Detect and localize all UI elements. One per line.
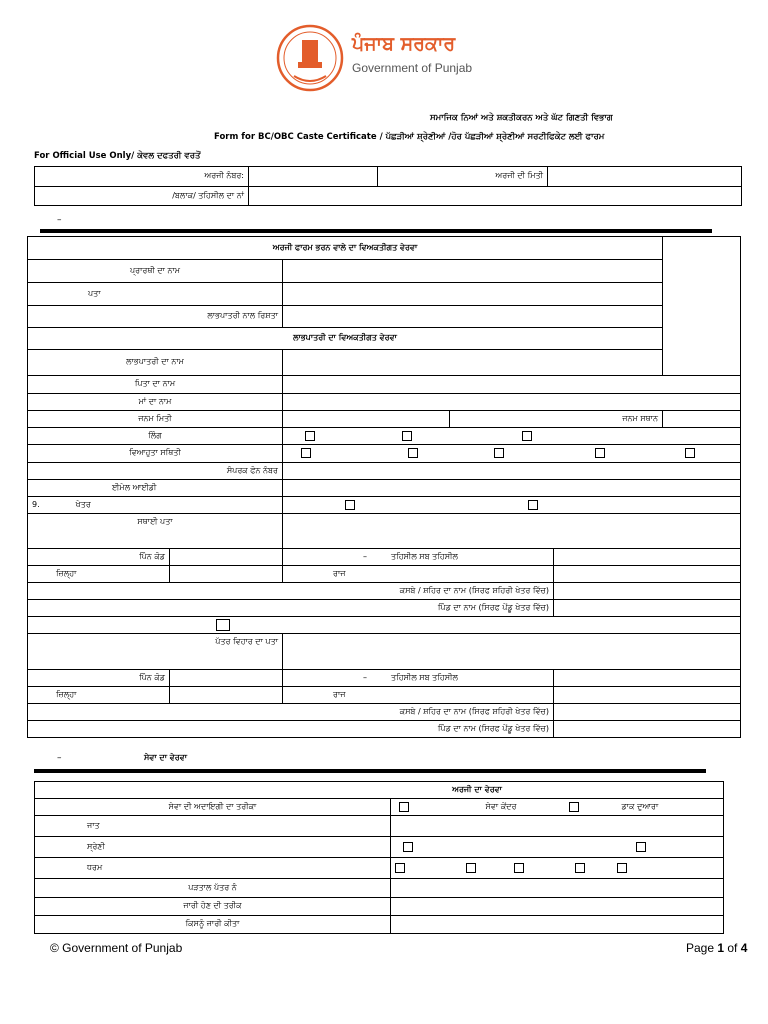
marital-checkbox-4[interactable] [595,448,605,458]
religion-options [391,858,724,879]
pin-code-field[interactable] [170,549,283,566]
correspondence-address-field[interactable] [283,634,741,670]
village-field[interactable] [554,600,741,617]
caste-field[interactable] [391,816,724,837]
mother-name-field[interactable] [283,394,741,411]
corr-tehsil-field[interactable] [554,670,741,687]
page-number: 1 [717,941,725,955]
category-label: ਸ੍ਰੇਣੀ [35,837,391,858]
delivery-method-options [391,799,724,816]
caste-label: ਜਾਤ [35,816,391,837]
page-total: 4 [740,941,748,955]
marital-status-label: ਵਿਆਹੁਤਾ ਸਥਿਤੀ [28,445,283,463]
same-address-checkbox[interactable] [216,619,230,631]
official-use-table [34,166,742,206]
marital-checkbox-2[interactable] [408,448,418,458]
applicant-name-label: ਪ੍ਰਾਰਥੀ ਦਾ ਨਾਮ [28,260,283,283]
religion-checkbox-2[interactable] [466,863,476,873]
marital-checkbox-3[interactable] [494,448,504,458]
block-tehsil-field[interactable] [249,187,742,206]
religion-label: ਧਰਮ [35,858,391,879]
marital-options [283,445,741,463]
state-field[interactable] [554,566,741,583]
beneficiary-section-heading: ਲਾਭਪਾਤਰੀ ਦਾ ਵਿਅਕਤੀਗਤ ਵੇਰਵਾ [28,328,663,350]
area-text: ਖੇਤਰ [75,499,91,509]
official-use-label: For Official Use Only/ ਕੇਵਲ ਦਫਤਰੀ ਵਰਤੋਂ [34,151,201,161]
department-name: ਸਮਾਜਿਕ ਨਿਆਂ ਅਤੇ ਸ਼ਕਤੀਕਰਨ ਅਤੇ ਘੱਟ ਗਿਣਤੀ ਵਿਭਾਗ [430,113,613,123]
verification-number-field[interactable] [391,879,724,898]
correspondence-address-label: ਪੱਤਰ ਵਿਹਾਰ ਦਾ ਪਤਾ [28,634,283,670]
relation-label: ਲਾਭਪਾਤਰੀ ਨਾਲ ਰਿਸ਼ਤਾ [28,306,283,328]
corr-state-field[interactable] [554,687,741,704]
district-label: ਜ਼ਿਲ੍ਹਾ [28,566,170,583]
same-as-permanent-row [28,617,741,634]
service-center-checkbox[interactable] [399,802,409,812]
application-number-field[interactable] [249,167,378,187]
section-marker: – [57,215,62,225]
corr-village-field[interactable] [554,721,741,738]
district-field[interactable] [170,566,283,583]
corr-pin-code-label: ਪਿੰਨ ਕੋਡ [28,670,170,687]
gender-checkbox-3[interactable] [522,431,532,441]
tehsil-field[interactable] [554,549,741,566]
area-label [28,497,283,514]
applicant-name-field[interactable] [283,260,663,283]
verification-number-label: ਪੜਤਾਲ ਪੱਤਰ ਨੰ [35,879,391,898]
father-name-field[interactable] [283,376,741,394]
permanent-address-field[interactable] [283,514,741,549]
town-field[interactable] [554,583,741,600]
service-table [34,781,724,934]
corr-tehsil-dash: – [363,672,367,682]
dob-label: ਜਨਮ ਮਿਤੀ [28,411,283,428]
application-date-field[interactable] [548,167,742,187]
page-of: of [724,941,741,955]
corr-pin-code-field[interactable] [170,670,283,687]
photo-box [663,237,741,376]
service-section-title: ਸੇਵਾ ਦਾ ਵੇਰਵਾ [144,753,188,762]
birthplace-label: ਜਨਮ ਸਥਾਨ [450,411,663,428]
religion-checkbox-5[interactable] [617,863,627,873]
father-name-label: ਪਿਤਾ ਦਾ ਨਾਮ [28,376,283,394]
tehsil-text: ਤਹਿਸੀਲ ਸਬ ਤਹਿਸੀਲ [391,551,458,561]
gender-checkbox-2[interactable] [402,431,412,441]
applicant-section-heading: ਅਰਜੀ ਫਾਰਮ ਭਰਨ ਵਾਲੇ ਦਾ ਵਿਅਕਤੀਗਤ ਵੇਰਵਾ [28,237,663,260]
category-checkbox-1[interactable] [403,842,413,852]
town-label: ਕਸਬੇ / ਸ਼ਹਿਰ ਦਾ ਨਾਮ (ਸਿਰਫ ਸ਼ਹਿਰੀ ਖੇਤਰ ਵਿੱਚ) [28,583,554,600]
tehsil-dash: – [363,551,367,561]
page-indicator [686,941,747,955]
email-field[interactable] [283,480,741,497]
corr-state-label: ਰਾਜ [283,687,554,704]
category-checkbox-2[interactable] [636,842,646,852]
religion-checkbox-4[interactable] [575,863,585,873]
issue-date-field[interactable] [391,898,724,916]
page-prefix: Page [686,941,718,955]
gender-label: ਲਿੰਗ [28,428,283,445]
tehsil-label [283,549,554,566]
personal-details-table [27,236,741,738]
service-divider [34,769,706,773]
gender-checkbox-1[interactable] [305,431,315,441]
form-title: Form for BC/OBC Caste Certificate / ਪੱਛੜੀਆਂ ਸ਼੍ਰੇਣੀਆਂ /ਹੋਰ ਪੱਛੜੀਆਂ ਸ਼੍ਰੇਣੀਆਂ ਸਰਟੀਫਿਕੇਟ ਲਈ ਫਾਰਮ [214,132,605,142]
punjab-government-logo [276,18,344,98]
gender-options [283,428,741,445]
corr-town-field[interactable] [554,704,741,721]
application-date-label: ਅਰਜੀ ਦੀ ਮਿਤੀ [378,167,548,187]
block-tehsil-label: /ਬਲਾਕ/ ਤਹਿਸੀਲ ਦਾ ਨਾਂ [35,187,249,206]
footer-copyright: © Government of Punjab [50,941,183,955]
birthplace-field[interactable] [663,411,741,428]
category-options [391,837,724,858]
village-label: ਪਿੰਡ ਦਾ ਨਾਮ (ਸਿਰਫ ਪੇਂਡੂ ਖੇਤਰ ਵਿੱਚ) [28,600,554,617]
section-divider [40,229,712,233]
corr-tehsil-text: ਤਹਿਸੀਲ ਸਬ ਤਹਿਸੀਲ [391,672,458,682]
application-details-heading: ਅਰਜੀ ਦਾ ਵੇਰਵਾ [35,782,724,799]
phone-label: ਸੰਪਰਕ ਫੋਨ ਨੰਬਰ [28,463,283,480]
relation-field[interactable] [283,306,663,328]
service-center-label: ਸੇਵਾ ਕੇਂਦਰ [485,802,517,812]
pin-code-label: ਪਿੰਨ ਕੋਡ [28,549,170,566]
issued-to-label: ਕਿਸਨੂੰ ਜਾਰੀ ਕੀਤਾ [35,916,391,934]
area-checkbox-urban[interactable] [345,500,355,510]
issued-to-field[interactable] [391,916,724,934]
corr-village-label: ਪਿੰਡ ਦਾ ਨਾਮ (ਸਿਰਫ ਪੇਂਡੂ ਖੇਤਰ ਵਿੱਚ) [28,721,554,738]
area-options [283,497,741,514]
brand-punjabi: ਪੰਜਾਬ ਸਰਕਾਰ [352,33,456,55]
applicant-address-label: ਪਤਾ [28,283,283,306]
email-label: ਈਮੇਲ ਆਈਡੀ [28,480,283,497]
corr-district-label: ਜ਼ਿਲ੍ਹਾ [28,687,170,704]
brand-english: Government of Punjab [352,61,473,75]
permanent-address-label: ਸਥਾਈ ਪਤਾ [28,514,283,549]
phone-field[interactable] [283,463,741,480]
corr-town-label: ਕਸਬੇ / ਸ਼ਹਿਰ ਦਾ ਨਾਮ (ਸਿਰਫ ਸ਼ਹਿਰੀ ਖੇਤਰ ਵਿੱਚ) [28,704,554,721]
application-number-label: ਅਰਜੀ ਨੰਬਰ: [35,167,249,187]
dob-field[interactable] [283,411,450,428]
marital-checkbox-5[interactable] [685,448,695,458]
state-label: ਰਾਜ [283,566,554,583]
religion-checkbox-1[interactable] [395,863,405,873]
corr-district-field[interactable] [170,687,283,704]
service-section-marker: – [57,753,62,763]
beneficiary-name-label: ਲਾਭਪਾਤਰੀ ਦਾ ਨਾਮ [28,350,283,376]
by-post-checkbox[interactable] [569,802,579,812]
corr-tehsil-label [283,670,554,687]
applicant-address-field[interactable] [283,283,663,306]
area-checkbox-rural[interactable] [528,500,538,510]
area-number: 9. [32,499,40,509]
marital-checkbox-1[interactable] [301,448,311,458]
beneficiary-name-field[interactable] [283,350,663,376]
by-post-label: ਡਾਕ ਦੁਆਰਾ [621,802,659,812]
issue-date-label: ਜਾਰੀ ਹੋਣ ਦੀ ਤਰੀਕ [35,898,391,916]
religion-checkbox-3[interactable] [514,863,524,873]
mother-name-label: ਮਾਂ ਦਾ ਨਾਮ [28,394,283,411]
delivery-method-label: ਸੇਵਾ ਦੀ ਅਦਾਇਗੀ ਦਾ ਤਰੀਕਾ [35,799,391,816]
